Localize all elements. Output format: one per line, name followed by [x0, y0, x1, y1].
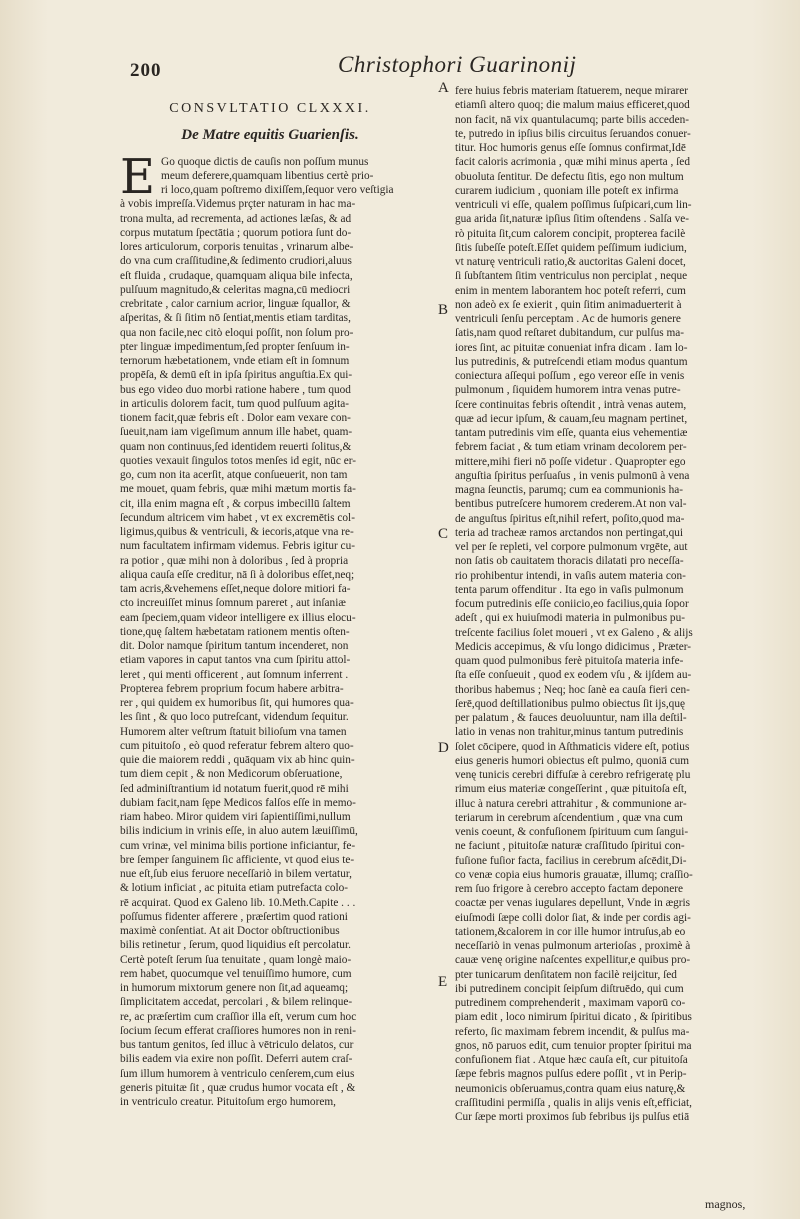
- text-line: thoribus habemus ; Neq; hoc ſanè ea cauſa fieri cen-: [455, 683, 690, 696]
- text-line: gua arida ſit,naturæ ipſius ſitim oſtendens . Salſa ve-: [455, 213, 690, 226]
- text-line: in ventriculo creatur. Pituitoſum ergo humorem,: [120, 1096, 336, 1108]
- text-line: ra potior , quæ mihi non à doloribus , ſed à propria: [120, 554, 349, 567]
- text-line: ſi ſubſtantem ſitim ventriculus non perciplat , neque: [455, 270, 688, 283]
- text-line: crebritate , calor carnium acrior, linguæ ſquallor, &: [120, 298, 351, 310]
- text-line: rem habet, quocumque vel tenuiſſimo humore, cum: [120, 967, 352, 980]
- text-line: referto, ſic maximam febrem incendit, & pulſus ma-: [455, 1025, 690, 1038]
- text-line: lus putredinis, & putreſcendi etiam modus quantum: [455, 355, 688, 368]
- text-line: coniectura aſſequi poſſum , ego vereor eſſe in venis: [455, 370, 685, 382]
- text-line: bilis indicium in vrinis eſſe, in aluo autem læuiſſimū,: [120, 825, 358, 838]
- text-line: coactæ per venas iugulares depellunt, Vnde in ægris: [455, 897, 691, 910]
- catchword: magnos,: [705, 1197, 746, 1211]
- drop-cap: E: [120, 148, 156, 205]
- text-line: Humorem alter veſtrum ſtatuit bilioſum vna tamen: [120, 725, 347, 738]
- text-line: latio in venas non trahitur,minus tantum putredinis: [455, 726, 684, 739]
- text-line: febrem faciat , & tum etiam vrinam decolorem per-: [455, 441, 687, 454]
- text-line: poſſumus fidenter afferere , præſertim quod rationi: [120, 910, 348, 923]
- text-line: ibi putredinem concipit ſeipſum diſtruēdo, qui cum: [455, 982, 684, 995]
- text-line: ſatis,nam quod reſtaret dubitandum, cur pulſus ma-: [455, 327, 685, 340]
- consultation-subtitle: De Matre equitis Guarienſis.: [181, 127, 359, 144]
- right-lines: [455, 84, 755, 1124]
- text-line: quie die maiorem reddi , quāquam vix ab hinc quin-: [120, 754, 355, 766]
- text-line: Medicis accepimus, & vſu longo didicimus , Præter-: [455, 640, 692, 653]
- side-letter-a: A: [438, 80, 449, 96]
- text-line: gnos, nō paruos edit, cum tenuior propter ſpiritui ma: [455, 1039, 692, 1052]
- text-line: ſum illum humorem à ventriculo cenſerem,cum eius: [120, 1067, 355, 1080]
- text-line: obuoluta ſentitur. De defectu ſitis, ego non multum: [455, 170, 684, 183]
- text-line: bre ſemper ſanguinem ſic afficiente, vt quod eius te-: [120, 853, 355, 866]
- text-line: rem ſuo frigore à cerebro accepto factam deponere: [455, 883, 684, 895]
- text-line: cum vrinæ, vel minima bilis portione inficiantur, fe-: [120, 839, 356, 852]
- text-line: pter tunicarum denſitatem non facilè reijcitur, ſed: [455, 968, 677, 981]
- text-line: iores ſint, ac pituitæ conueniat infra dicam . Iam lo-: [455, 341, 688, 354]
- text-line: re, ac præſertim cum craſſior illa eſt, verum cum hoc: [120, 1010, 357, 1023]
- text-line: les ſint , & quo loco putreſcant, videndum ſequitur.: [120, 711, 349, 724]
- text-line: adeſt , qui ex huiuſmodi materia in pulmonibus pu-: [455, 612, 685, 625]
- text-line: nue eſt,ſub eius feruore neceſſariò in bilem vertatur,: [120, 868, 352, 880]
- text-line: quam quod pulmonibus ferè pituitoſa materia infe-: [455, 655, 684, 667]
- text-line: pter linguæ impedimentum,ſed propter ſenſuum in-: [120, 340, 350, 353]
- text-line: rer , qui quidem ex humoribus ſit, qui humores qua-: [120, 697, 354, 709]
- text-line: per palatum , & fauces deuoluuntur, nam illa deſtil-: [455, 712, 687, 724]
- text-line: bus ego video duo morbi ratione habere , tum quod: [120, 383, 351, 396]
- text-line: non facit, nā vix quantulacumq; parte bilis acceden-: [455, 113, 690, 126]
- text-line: ri loco,quam poſtremo dixiſſem,ſequor vero veſtigia: [161, 184, 394, 196]
- text-line: anguſtia ſpiritus perſuaſus , in venis pulmonū à vena: [455, 469, 690, 482]
- text-line: curarem iudicium , quoniam ille poteſt ex infirma: [455, 184, 679, 197]
- text-line: magna ſeunctis, parumq; cum ea communionis ha-: [455, 484, 684, 496]
- text-line: corpus mutatum ſpectātia ; quorum potiora ſunt do-: [120, 226, 352, 239]
- text-line: me mouet, quam febris, quæ mihi mætum mortis fa-: [120, 483, 356, 496]
- text-line: te, putredo in ipſius bilis circuitus ſeruandos conuer-: [455, 127, 691, 140]
- text-line: qua non facile,nec citò eloqui poſſit, non ſolum pro-: [120, 326, 354, 339]
- text-line: enim in mentem laborantem hoc poteſt referri, cum: [455, 284, 686, 297]
- text-line: dubiam facit,nam ſępe Medicos falſos eſſe in memo-: [120, 796, 356, 809]
- text-line: tantam putredinis vim eſſe, quanta eius vehementiæ: [455, 427, 688, 439]
- side-letter-d: D: [438, 740, 449, 756]
- text-line: cit, illa enim magna eſt , & corpus imbecillū ſaltem: [120, 497, 351, 510]
- text-line: ventriculi vi eſſe, qualem poſſimus ſuſpicari,cum lin-: [455, 199, 692, 211]
- text-line: treſcente facilius ſolet moueri , vt ex Galeno , & alijs: [455, 626, 693, 639]
- text-line: vel per ſe repleti, vel corpore pulmonum vrgēte, aut: [455, 541, 688, 553]
- text-line: tenta parum offenditur . Ita ego in vaſis pulmonum: [455, 583, 684, 596]
- text-line: titur. Hoc humoris genus eſſe ſomnus confirmat,Idē: [455, 142, 686, 154]
- text-line: ſæpe febris magnos pulſus edere poſſit , vt in Perip-: [455, 1068, 687, 1081]
- text-line: quoties vexauit ſingulos totos menſes id egit, nūc er-: [120, 454, 357, 467]
- text-line: craſſitudini permiſſa , qualis in alijs venis eſt,efficiat,: [455, 1096, 692, 1109]
- text-line: cto increuiſſet minus ſomnum pareret , aut inſaniæ: [120, 597, 346, 610]
- text-line: propēſa, & demū eſt in ipſa ſpiritus anguſtia.Ex qui-: [120, 369, 353, 382]
- text-line: teria ad tracheæ ramos arctandos non pertingat,qui: [455, 526, 684, 539]
- text-line: trona multa, ad recrementa, ad actiones læſas, & ad: [120, 212, 352, 225]
- running-title: Christophori Guarinonij: [338, 52, 577, 77]
- text-line: aliqua cauſa eſſe creditur, nā ſi à doloribus eſſet,neq;: [120, 568, 355, 581]
- text-line: confuſionem fiat . Atque hæc cauſa eſt, cur pituitoſa: [455, 1054, 688, 1066]
- text-line: bentibus putreſcere humorem crederem.At non val-: [455, 498, 687, 511]
- text-line: riam habeo. Miror quidem viri ſapientiſſimi,nullum: [120, 811, 351, 823]
- consultation-heading: CONSVLTATIO CLXXXI.: [169, 101, 371, 116]
- text-line: tionem facit,quæ febris eſt . Dolor eam vexare con-: [120, 412, 351, 424]
- text-line: tationem,&calorem in cor ille humor intruſus,ab eo: [455, 925, 686, 938]
- text-line: fere huius febris materiam ſtatuerem, neque mirarer: [455, 85, 689, 97]
- text-line: & lotium inficiat , ac pituita etiam putrefacta colo-: [120, 882, 349, 895]
- page-number: 200: [130, 60, 162, 81]
- text-line: ligimus,quibus & ventriculi, & iecoris,atque vna re-: [120, 526, 354, 538]
- side-letter-c: C: [438, 526, 449, 542]
- text-line: eiuſmodi ſæpe colli dolor ſiat, & inde per cordis agi-: [455, 911, 691, 924]
- text-line: maximè conſentiat. At ait Doctor obſtructionibus: [120, 925, 340, 937]
- text-line: lores articulorum, corporis tenuitas , vrinarum albe-: [120, 241, 354, 253]
- text-line: ſueuit,nam iam vigeſimum annum ille habet, quam-: [120, 426, 353, 439]
- left-column: [120, 92, 420, 1109]
- text-line: rò pituita ſit,cum calorem concipit, propterea facilè: [455, 227, 686, 240]
- text-line: do vna cum craſſitudine,& ſedimento crudiori,aluus: [120, 255, 352, 268]
- text-line: tum diem cepit , & non Medicorum obſeruatione,: [120, 768, 343, 781]
- text-line: fuſione fuſior facta, facilius in cerebrum aſcēdit,Di-: [455, 854, 687, 867]
- right-column: [455, 84, 755, 1124]
- text-line: mittere,mihi fieri nō poſſe videtur . Quapropter ego: [455, 455, 686, 468]
- text-line: illuc à natura cerebri attrahitur , & communione ar-: [455, 797, 687, 810]
- text-line: rē acquirat. Quod ex Galeno lib. 10.Meth.Capite . . .: [120, 896, 356, 909]
- text-line: eius generis humori obiectus eſt pulmo, quoniā cum: [455, 754, 690, 767]
- text-line: ventriculi ſenſu perceptam . Ac de humoris genere: [455, 313, 681, 325]
- text-line: generis pituitæ ſit , quæ crudus humor vocata eſt , &: [120, 1081, 356, 1094]
- text-line: à vobis impreſſa.Videmus prçter naturam in hac ma-: [120, 198, 356, 211]
- text-line: leret , qui menti officerent , aut ſomnum inferrent .: [120, 668, 349, 681]
- left-lines: [120, 148, 420, 1110]
- text-line: meum deferere,quamquam libentius certè prio-: [161, 169, 374, 182]
- text-line: etiamſi altero quoq; die malum maius efficeret,quod: [455, 99, 690, 112]
- text-line: Certè poteſt ſerum ſua tenuitate , quam longè maio-: [120, 953, 352, 966]
- text-line: pulmonum , ſiquidem humorem intra venas putre-: [455, 384, 681, 397]
- text-line: eſt fluida , crudaque, quamquam aliqua bile infecta,: [120, 269, 353, 282]
- text-line: Propterea febrem proprium focum habere arbitra-: [120, 682, 344, 695]
- text-line: ſimplicitatem accedat, percolari , & bilem relinque-: [120, 996, 353, 1009]
- text-line: venę tunicis cerebri diffuſæ à cerebro refrigeratę plu: [455, 769, 691, 781]
- text-line: etiam vapores in caput tantos vna cum ſpiritu attol-: [120, 654, 351, 667]
- text-line: co venæ copia eius humoris grauatæ, illumq; craſſio-: [455, 868, 693, 881]
- text-line: neceſſariò in venas pulmonum arterioſas , proximè à: [455, 940, 691, 952]
- text-line: aſperitas, & ſi ſitim nō ſentiat,mentis etiam tarditas,: [120, 312, 351, 325]
- text-line: cum pituitoſo , eò quod referatur febrem altero quo-: [120, 739, 354, 752]
- text-line: facit caloris acrimonia , quæ mihi minus aperta , ſed: [455, 156, 690, 169]
- text-line: bus tantum genitos, ſed illuc à vētriculo delatos, cur: [120, 1039, 354, 1051]
- text-line: ſolet cōcipere, quod in Aſthmaticis videre eſt, potius: [455, 740, 690, 753]
- text-line: teriarum in cerebrum aſcendentium , quæ vna cum: [455, 811, 683, 824]
- text-line: num facultatem infirmam videmus. Febris igitur cu-: [120, 540, 355, 553]
- text-line: ternorum hæbetationem, vnde etiam eſt in ſomnum: [120, 355, 350, 367]
- text-line: go, cum non ita acerſit, atque conſueuerit, non tam: [120, 469, 348, 481]
- text-line: non ſatis ob cauitatem thoracis dilatati pro neceſſa-: [455, 555, 684, 568]
- text-line: ſocium ſecum efferat craſſiores humores non in reni-: [120, 1024, 356, 1037]
- side-letter-e: E: [438, 974, 448, 990]
- text-line: rimum eius materiæ congeſſerint , quæ pituitoſa eſt,: [455, 783, 687, 796]
- text-line: ſerē,quod deſtillationibus pulmo obiectus ſit ijs,quę: [455, 697, 685, 710]
- text-line: Cur ſæpe morti proximos ſub febribus ijs pulſus etiā: [455, 1111, 690, 1123]
- text-line: bilis retinetur , ſerum, quod liquidius eſt percolatur.: [120, 939, 351, 952]
- text-line: quæ ad iecur ipſum, & cauam,ſeu magnam pertinet,: [455, 412, 688, 425]
- text-line: cauæ venę origine naſcentes expellitur,e quibus pro-: [455, 954, 691, 967]
- text-line: ſcere continuitas febris oſtendit , intrà venas autem,: [455, 398, 687, 411]
- text-line: putredinem comprehenderit , maximam vaporū co-: [455, 997, 686, 1009]
- text-line: eam ſpeciem,quam videor intelligere ex illius elocu-: [120, 611, 356, 624]
- text-line: de anguſtus ſpiritus eſt,nihil refert, poſito,quod ma-: [455, 512, 685, 525]
- text-line: in articulis dolorem facit, tum quod pulſuum agita-: [120, 397, 350, 410]
- text-line: venis coeunt, & confuſionem ſpirituum cum ſangui-: [455, 826, 689, 838]
- text-line: ſitis ſubeſſe poteſt.Eſſet quidem peſſimum iudicium,: [455, 241, 687, 254]
- text-line: piam edit , loco nimirum ſpiritui dicato , & ſpiritibus: [455, 1011, 692, 1024]
- text-line: ſecundum altricem vim habet , vt ex excremētis col-: [120, 511, 355, 524]
- text-line: non adeò ex ſe exierit , quin ſitim animaduerterit à: [455, 298, 682, 311]
- text-line: focum putredinis eſſe coniicio,eo facilius,quia ſopor: [455, 598, 689, 610]
- text-line: in humorum mixtorum genere non ſit,ad aqueamq;: [120, 982, 349, 994]
- left-text-block: [120, 148, 420, 1110]
- text-line: dit. Dolor namque ſpiritum tantum incenderet, non: [120, 640, 349, 652]
- text-line: ſed adminiſtrantium id notatum fuerit,quod rē mihi: [120, 782, 349, 795]
- text-line: ne faciunt , pituitoſæ naturæ craſſitudo ſpiritui con-: [455, 840, 685, 853]
- text-line: bilis eadem via exire non poſſit. Deferri autem craſ-: [120, 1053, 353, 1066]
- text-line: neumonicis obſeruamus,contra quam eius naturę,&: [455, 1082, 686, 1095]
- text-line: tam acris,&vehemens eſſet,neque dolore mitiori fa-: [120, 583, 351, 595]
- text-line: pulſuum magnitudo,& celeritas magna,cū mediocri: [120, 283, 351, 296]
- text-line: rio prohibentur intendi, in vaſis autem materia con-: [455, 569, 686, 582]
- text-line: ſta eſſe conſueuit , quod ex eodem vſu , & ijſdem au-: [455, 669, 692, 682]
- text-line: Go quoque dictis de cauſis non poſſum munus: [161, 155, 369, 168]
- text-line: vt naturę ventriculi ratio,& auctoritas Galeni docet,: [455, 256, 686, 268]
- side-letter-b: B: [438, 302, 449, 318]
- text-line: quam non continuus,ſed identidem reuerti ſolitus,&: [120, 440, 352, 453]
- text-line: tione,quę ſaltem hæbetatam rationem mentis oſten-: [120, 625, 350, 638]
